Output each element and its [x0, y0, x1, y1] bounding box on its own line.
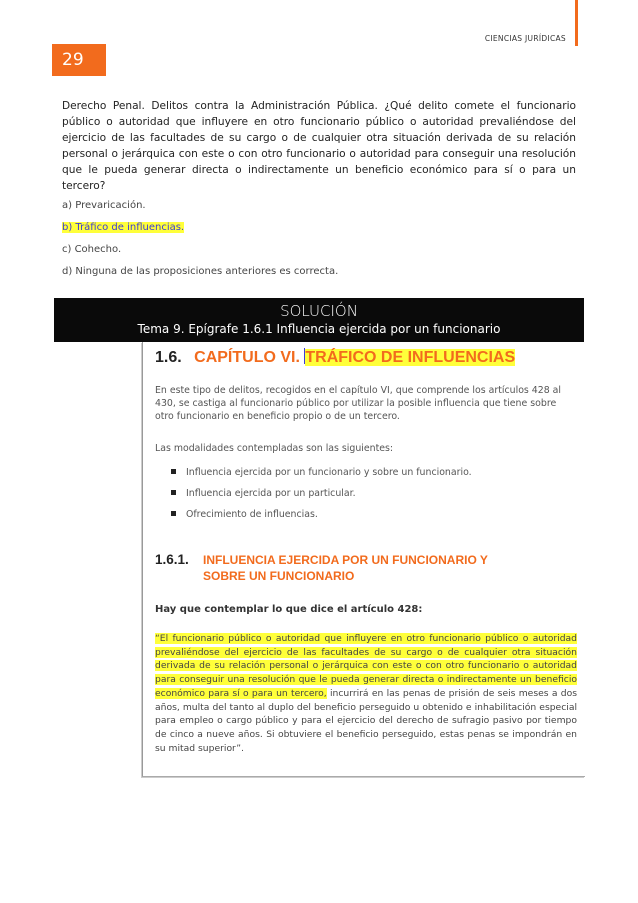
quote-highlighted: “El funcionario público o autoridad que influyere en otro funcionario público o autoridad prevaliéndose del ejercicio de las facultades de su cargo o de cualquier otra situación derivada de su relación personal o jerárquica con este o con otro funcionario o autoridad para conseguir una resolución que le pueda generar directa o indirectamente un beneficio económico para sí o para un tercero,	[155, 633, 577, 699]
chapter-label-wrap	[194, 349, 515, 366]
article-heading: Hay que contemplar lo que dice el artículo 428:	[155, 604, 423, 615]
solution-header	[54, 298, 584, 342]
chapter-heading	[155, 348, 515, 367]
answer-options	[62, 200, 338, 288]
list-item-text: Ofrecimiento de influencias.	[186, 509, 318, 520]
page-number-badge: 29	[52, 44, 106, 76]
list-item	[171, 508, 472, 521]
list-item-text: Influencia ejercida por un particular.	[186, 488, 356, 499]
quote-rest: incurrirá en las penas de prisión de seis meses a dos años, multa del tanto al duplo del beneficio perseguido u obtenido e inhabilitación especial para empleo o cargo público y para el ejercicio del derecho de sufragio pasivo por tiempo de cinco a nueve años. Si obtuviere el beneficio perseguido, estas penas se impondrán en su mitad superior”.	[155, 687, 577, 754]
bullet-square-icon	[171, 490, 176, 495]
excerpt-screenshot	[142, 342, 585, 777]
article-quote	[155, 632, 577, 755]
excerpt-paragraph-1: En este tipo de delitos, recogidos en el capítulo VI, que comprende los artículos 428 al 430, se castiga al funcionario público por utilizar la posible influencia que tiene sobre otro funcionario en beneficio propio o de un tercero.	[155, 385, 562, 422]
option-c: c) Cohecho.	[62, 244, 122, 255]
subsection-number: 1.6.1.	[155, 552, 189, 567]
chapter-title: TRÁFICO DE INFLUENCIAS	[305, 349, 516, 366]
option-a: a) Prevaricación.	[62, 200, 146, 211]
section-number: 1.6.	[155, 349, 182, 366]
list-item	[171, 466, 472, 479]
list-item-text: Influencia ejercida por un funcionario y sobre un funcionario.	[186, 467, 472, 478]
section-label: CIENCIAS JURÍDICAS	[484, 34, 566, 43]
subsection-title: INFLUENCIA EJERCIDA POR UN FUNCIONARIO Y SOBRE UN FUNCIONARIO	[203, 553, 488, 583]
modalities-list	[171, 466, 472, 529]
bullet-square-icon	[171, 511, 176, 516]
solution-subtitle: Tema 9. Epígrafe 1.6.1 Influencia ejercida por un funcionario	[137, 322, 501, 336]
excerpt-paragraph-2: Las modalidades contempladas son las siguientes:	[155, 443, 394, 454]
bullet-square-icon	[171, 469, 176, 474]
header-accent-bar	[575, 0, 578, 46]
list-item	[171, 487, 472, 500]
option-b-highlight: b) Tráfico de influencias.	[62, 222, 185, 233]
question-text: Derecho Penal. Delitos contra la Administración Pública. ¿Qué delito comete el funcionario público o autoridad que influyere en otro funcionario público o autoridad prevaliéndose del ejercicio de las facultades de su cargo o de cualquier otra situación derivada de su relación personal o jerárquica con este o con otro funcionario o autoridad para conseguir una resolución que le pueda generar directa o indirectamente un beneficio económico para sí o para un tercero?	[62, 100, 576, 192]
option-b	[62, 222, 338, 234]
solution-title: SOLUCIÓN	[280, 302, 358, 320]
option-d: d) Ninguna de las proposiciones anteriores es correcta.	[62, 266, 339, 277]
chapter-label: CAPÍTULO VI.	[194, 349, 300, 366]
